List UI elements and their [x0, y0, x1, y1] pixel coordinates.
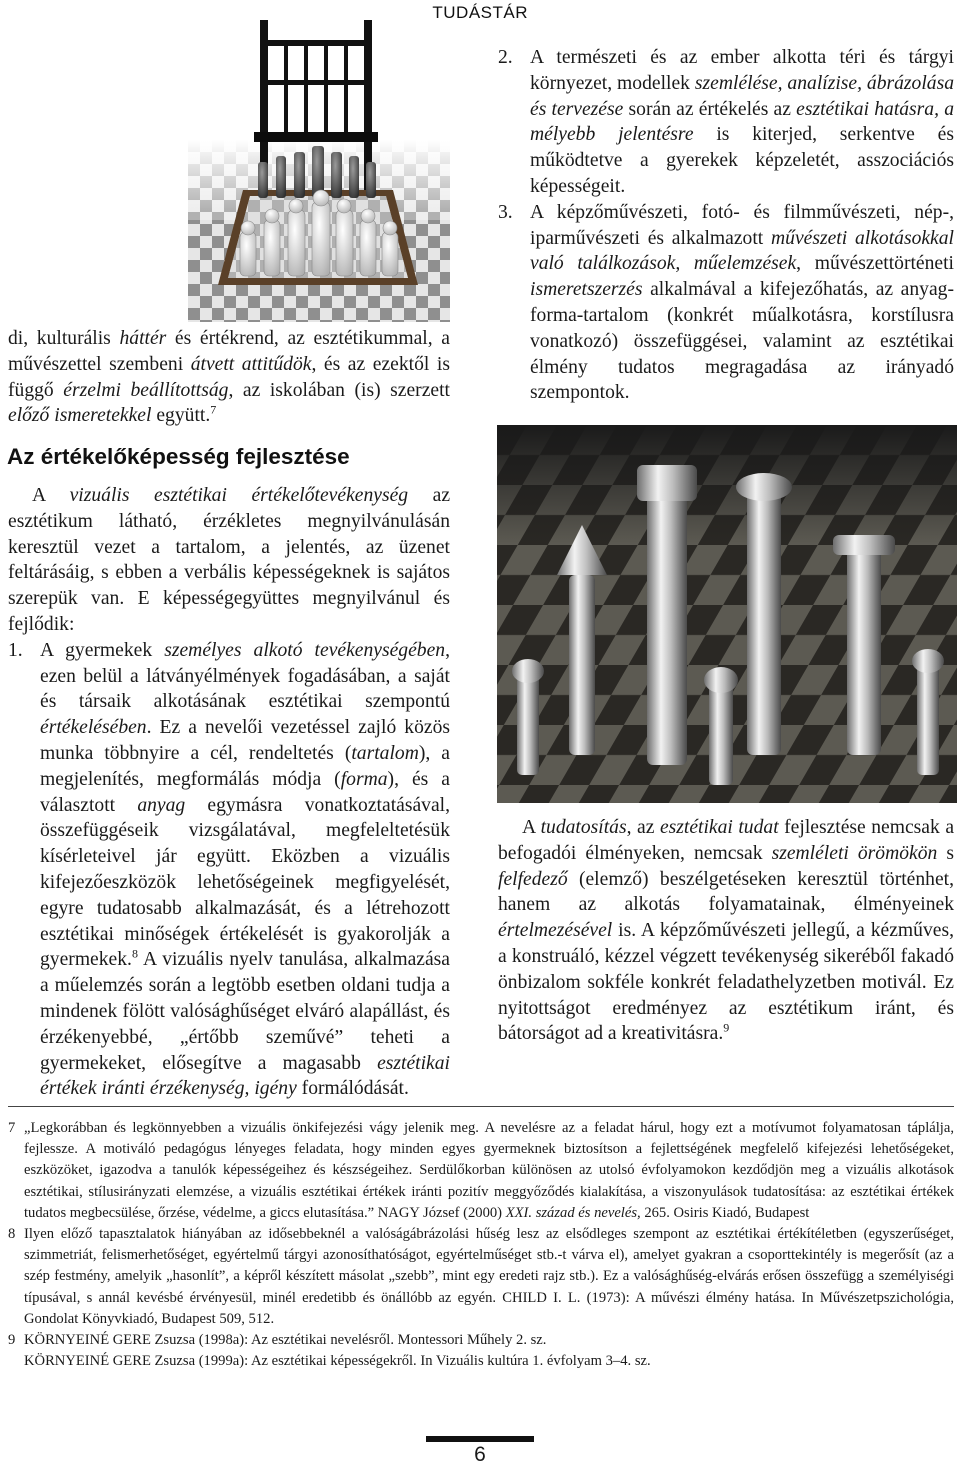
- list-item-3: 3. A képzőművészeti, fotó- és filmművészeti, nép-, iparművészeti és alkalmazott művészeti alkotásokkal való találkozások, műelemzések, művészettörténeti ismeretszerzés alkalmával a kifejezőhatás, az anyag-forma-tartalom (konkrét műalkotásra, korstílusra vonatkozó) összefüggései, valamint az esztétikai élmény tudatos megragadása az irányadó szempontok.: [498, 200, 954, 406]
- footnote-7: 7 „Legkorábban és legkönnyebben a vizuális önkifejezési vágy jelenik meg. A nevelésre az a feladat hárul, hogy ezt a motívumot folyamatosan táplálja, fejlessze. A motiváló pedagógus lényeges feladata, hogy minden egyes gyermeknek biztosítson a fejlettségének megfelelő kifejezési lehetőségeket, eszközöket, igazodva a tanulók képességeihez és készségeihez. Serdülőkorban különösen az utolsó évfolyamokon kezdődjön meg a vizuális alkotások esztétikai, stílusirányzati elemzése, a vizuális esztétikai értékek iránti pozitív meggyőződés kialakítása, a viszonyulások tudatosítása: az esztétikai értékek tudatos megbecsülése, őrzése, védelme, a giccs elutasítása.” NAGY József (2000) XXI. század és nevelés, 265. Osiris Kiadó, Budapest: [8, 1120, 954, 1221]
- chess-pieces-image: [497, 425, 957, 803]
- running-header: TUDÁSTÁR: [432, 3, 528, 22]
- right-bottom-paragraph: A tudatosítás, az esztétikai tudat fejlesztése nemcsak a befogadói élményeken, nemcsak szemléleti örömökön s felfedező (elemző) beszélgetéseken keresztül történhet, hanem az alkotás folyamatainak, élményeinek értelmezésével is. A képzőművészeti jellegű, a kézműves, a konstruáló, kézzel végzett tevékenység sikeréből fakadó önbizalom sokféle konkrét feladathelyzetben motivál. Ez nyitottságot eredményez az esztétikum iránt, és bátorságot ad a kreativitásra.$^9$: [498, 817, 955, 1045]
- list-item-1: 1. A gyermekek személyes alkotó tevékenységében, ezen belül a látványélmények fogadásában, a saját és társaik alkotásának esztétikai szempontú értékelésében. Ez a nevelői vezetéssel zajló közös munka többnyire a cél, rendeltetés (tartalom), a megjelenítés, megformálás módja (forma), és a választott anyag egymásra vonatkoztatásával, összefüggéseik vizsgálatával, megfeleltetésük kísérleteivel jár együtt. Eközben a vizuális kifejezőeszközök lehetőségeinek megfigyelését, egyre tudatosabb alkalmazását, és a létrehozott esztétikai minőségek értékelését is gyakorolják a gyermekek.$^8$ A vizuális nyelv tanulása, alkalmazása a műelemzés során a legtöbb esetben oldani tudja a mindenek fölött valósághűséget elváró alapállást, és érzékenyebbé, „értőbb szeművé” teheti a gyermekeket, elősegítve a magasabb esztétikai értékek iránti érzékenység, igény formálódását.: [8, 638, 450, 1102]
- page-number: 6: [474, 1443, 486, 1466]
- list-number: 3.: [498, 201, 513, 223]
- footnote-9: 9 KÖRNYEINÉ GERE Zsuzsa (1998a): Az esztétikai nevelésről. Montessori Műhely 2. sz.: [8, 1332, 547, 1349]
- left-main-column: [8, 483, 450, 1102]
- footnote-ref-8[interactable]: 8: [131, 946, 138, 961]
- list-number: 1.: [8, 639, 23, 661]
- chessboard-chair-image: [188, 20, 450, 322]
- intro-paragraph: di, kulturális háttér és értékrend, az esztétikummal, a művészettel szembeni átvett attitűdök, és az ezektől is függő érzelmi beállítottság, az iskolában (is) szerzett előző ismeretekkel együtt.$^7$: [8, 328, 451, 427]
- list-number: 2.: [498, 47, 513, 68]
- footnote-8: 8 Ilyen előző tapasztalatok hiányában az idősebbeknél a valóságábrázolási hűség lesz az elsődleges szempont az esztétikai értékítéletben (egyszerűséget, szimmetriát, felismerhetőséget, egyértelmű tárgyi azonosíthatóságot, egyértelműséget stb.-t várva el), amelyet gyakran a csoporttekintély is megerősít (az a szép festmény, amelyik „hasonlít”, a képről készített másolat „szebb”, mint egy eredeti rajz stb.). Ez a valósághűség-elvárás erősen összefügg a személyiségi típusával, s annál kevésbé érvényesül, minél eredetibb és önállóbb az egyén. CHILD I. L. (1973): A művészi élmény hatása. In Művészetpszichológia, Gondolat Könyvkiadó, Budapest 509, 512.: [8, 1226, 954, 1327]
- footnote-ref-7[interactable]: 7: [210, 402, 217, 417]
- right-top-column: [498, 45, 954, 406]
- page-number-bar: [426, 1436, 534, 1442]
- list-item-2: 2. A természeti és az ember alkotta téri és tárgyi környezet, modellek szemlélése, analízise, ábrázolása és tervezése során az értékelés az esztétikai hatásra, a mélyebb jelentésre is kiterjed, serkentve és működtetve a gyerekek képzeletét, asszociációs képességeit.: [498, 45, 954, 200]
- footnote-9-continued: KÖRNYEINÉ GERE Zsuzsa (1999a): Az esztétikai képességekről. In Vizuális kultúra 1. évfolyam 3–4. sz.: [24, 1353, 651, 1370]
- footnote-ref-9[interactable]: 9: [723, 1020, 730, 1035]
- footnotes: [8, 1118, 954, 1372]
- footnote-divider: [8, 1106, 954, 1107]
- section-heading: Az értékelőképesség fejlesztése: [7, 444, 350, 469]
- paragraph-1: A vizuális esztétikai értékelőtevékenység az esztétikum látható, érzékletes megnyilvánulásán keresztül vezet a tartalom, a jelentés, az üzenet feltárásáig, s ebben a verbális képességeknek is sajátos szerepük van. E képességegyüttes megnyilvánul és fejlődik:: [8, 485, 451, 635]
